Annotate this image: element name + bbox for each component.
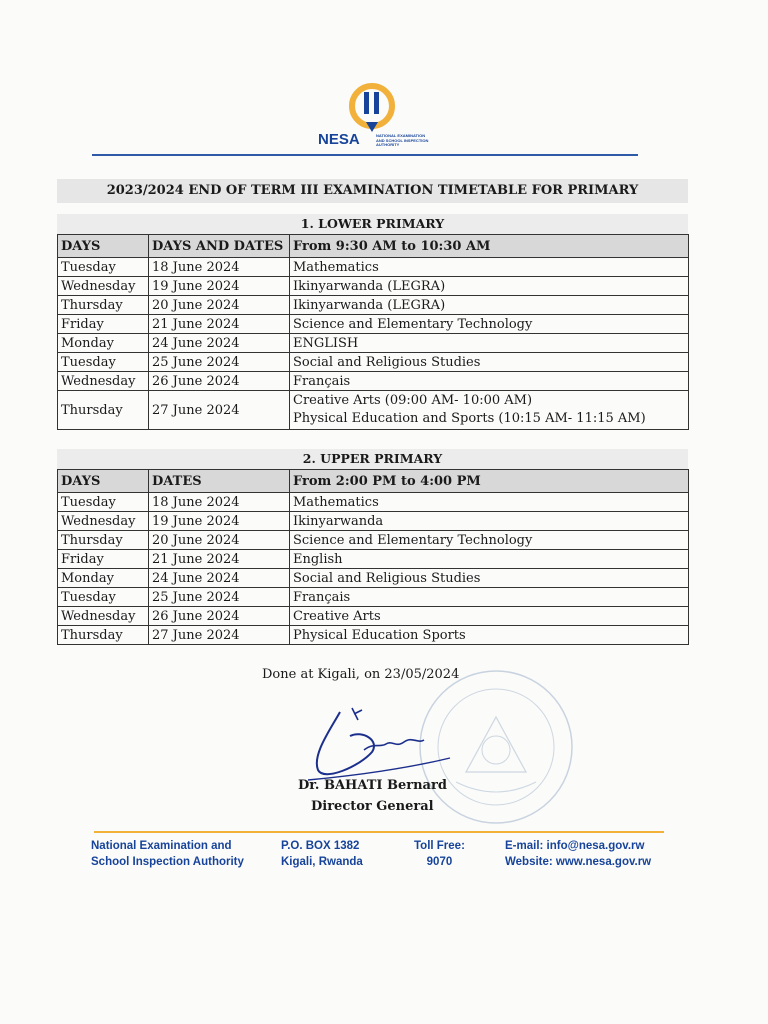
table-row [58,258,689,277]
day-cell: Tuesday [58,588,149,607]
subject-cell: ENGLISH [290,334,689,353]
day-cell: Wednesday [58,372,149,391]
logo-subtitle: NATIONAL EXAMINATION AND SCHOOL INSPECTION AUTHORITY [376,133,429,148]
footer-toll-free: Toll Free: 9070 [414,840,465,868]
upper-primary-heading: 2. UPPER PRIMARY [57,449,688,469]
table-header-row [58,470,689,493]
date-cell: 26 June 2024 [149,372,290,391]
subject-line: Creative Arts (09:00 AM- 10:00 AM) [293,393,533,408]
lower-primary-table [57,234,689,430]
date-cell: 19 June 2024 [149,512,290,531]
column-header: DAYS [58,470,149,493]
table-row [58,626,689,645]
day-cell: Thursday [58,531,149,550]
subject-cell: Social and Religious Studies [290,353,689,372]
column-header: From 2:00 PM to 4:00 PM [290,470,689,493]
date-cell: 18 June 2024 [149,258,290,277]
subject-cell: Science and Elementary Technology [290,531,689,550]
footer-email[interactable]: E-mail: info@nesa.gov.rw [505,840,645,852]
date-cell: 27 June 2024 [149,626,290,645]
day-cell: Monday [58,334,149,353]
table-header-row [58,235,689,258]
day-cell: Tuesday [58,353,149,372]
subject-cell: Creative Arts [290,607,689,626]
subject-cell: Mathematics [290,493,689,512]
column-header: DATES [149,470,290,493]
date-cell: 25 June 2024 [149,353,290,372]
date-cell: 18 June 2024 [149,493,290,512]
day-cell: Wednesday [58,277,149,296]
subject-cell [290,391,689,430]
logo-text: NESA [318,131,360,148]
footer-organization: National Examination and School Inspection Authority [91,840,244,868]
column-header: DAYS AND DATES [149,235,290,258]
day-cell: Wednesday [58,607,149,626]
subject-cell: Français [290,588,689,607]
day-cell: Friday [58,550,149,569]
signature-icon [300,700,460,788]
date-cell: 19 June 2024 [149,277,290,296]
footer-po-box: P.O. BOX 1382 Kigali, Rwanda [281,840,363,868]
table-row [58,531,689,550]
date-cell: 24 June 2024 [149,334,290,353]
date-cell: 20 June 2024 [149,296,290,315]
page-title: 2023/2024 END OF TERM III EXAMINATION TIMETABLE FOR PRIMARY [57,179,688,203]
column-header: DAYS [58,235,149,258]
day-cell: Friday [58,315,149,334]
day-cell: Thursday [58,296,149,315]
day-cell: Wednesday [58,512,149,531]
table-row [58,372,689,391]
day-cell: Tuesday [58,493,149,512]
table-row [58,334,689,353]
signer-name: Dr. BAHATI Bernard [298,778,447,793]
table-row [58,607,689,626]
column-header: From 9:30 AM to 10:30 AM [290,235,689,258]
table-row [58,512,689,531]
subject-cell: Mathematics [290,258,689,277]
date-cell: 27 June 2024 [149,391,290,430]
signer-role: Director General [311,799,434,814]
table-row [58,315,689,334]
day-cell: Tuesday [58,258,149,277]
date-cell: 25 June 2024 [149,588,290,607]
lower-primary-heading: 1. LOWER PRIMARY [57,214,688,234]
upper-primary-table [57,469,689,645]
date-cell: 26 June 2024 [149,607,290,626]
subject-cell: Ikinyarwanda (LEGRA) [290,296,689,315]
table-row [58,588,689,607]
table-row [58,493,689,512]
subject-cell: Ikinyarwanda [290,512,689,531]
subject-cell: Social and Religious Studies [290,569,689,588]
table-row [58,296,689,315]
date-cell: 21 June 2024 [149,315,290,334]
footer-website[interactable]: Website: www.nesa.gov.rw [505,856,652,868]
table-row [58,353,689,372]
date-cell: 24 June 2024 [149,569,290,588]
date-cell: 20 June 2024 [149,531,290,550]
day-cell: Thursday [58,626,149,645]
subject-cell: English [290,550,689,569]
table-row [58,569,689,588]
header-divider [92,154,638,156]
date-cell: 21 June 2024 [149,550,290,569]
day-cell: Thursday [58,391,149,430]
table-row [58,277,689,296]
subject-cell: Français [290,372,689,391]
subject-cell: Physical Education Sports [290,626,689,645]
footer-contact [505,838,651,870]
table-row [58,391,689,430]
subject-cell: Ikinyarwanda (LEGRA) [290,277,689,296]
subject-line: Physical Education and Sports (10:15 AM- 11:15 AM) [293,411,646,426]
done-at-text: Done at Kigali, on 23/05/2024 [262,667,460,682]
subject-cell: Science and Elementary Technology [290,315,689,334]
day-cell: Monday [58,569,149,588]
table-row [58,550,689,569]
footer-divider [94,831,664,833]
